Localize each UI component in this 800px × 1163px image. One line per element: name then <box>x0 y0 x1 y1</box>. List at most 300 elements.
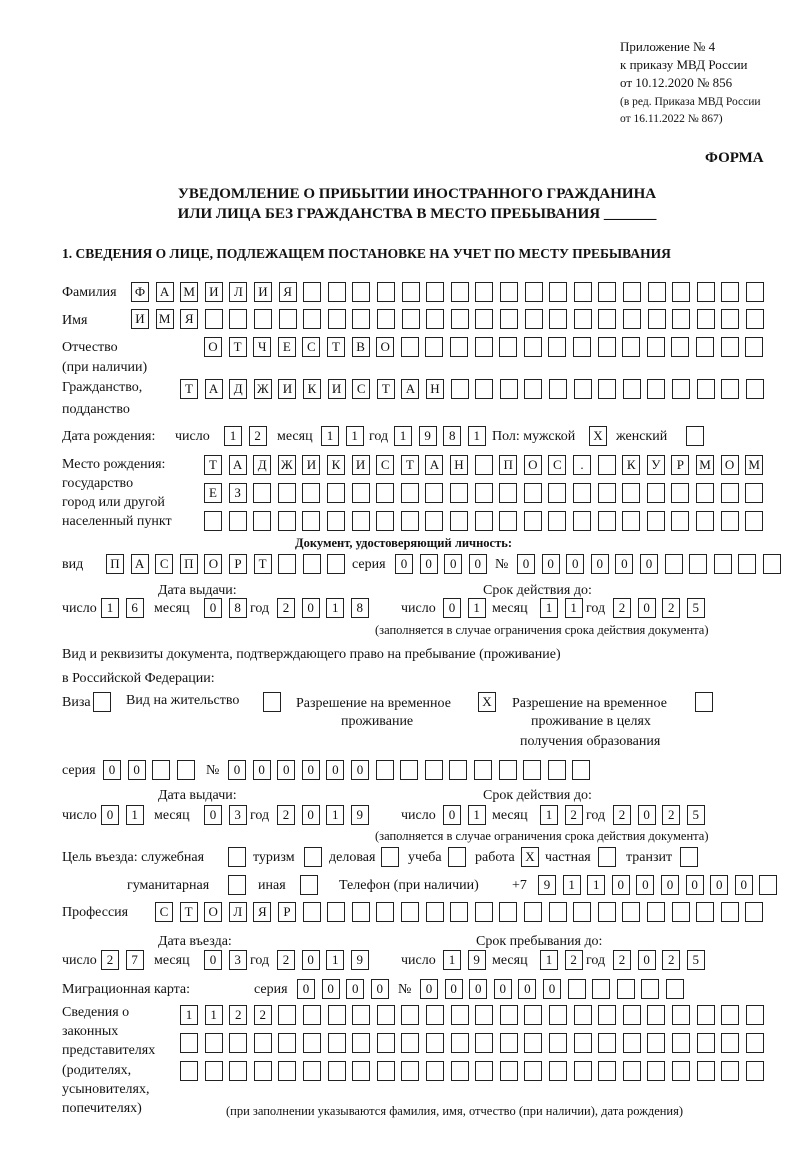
char-box[interactable]: 0 <box>253 760 271 780</box>
char-box[interactable]: 0 <box>445 979 463 999</box>
char-box[interactable]: 0 <box>735 875 753 895</box>
char-box[interactable] <box>278 1033 296 1053</box>
char-box[interactable] <box>328 1033 346 1053</box>
char-box[interactable]: 0 <box>638 598 656 618</box>
char-box[interactable]: И <box>302 455 320 475</box>
char-box[interactable] <box>400 760 418 780</box>
char-box[interactable] <box>525 309 543 329</box>
char-box[interactable]: 3 <box>229 950 247 970</box>
char-box[interactable] <box>451 1005 469 1025</box>
char-box[interactable] <box>450 337 468 357</box>
char-box[interactable]: 1 <box>468 598 486 618</box>
char-box[interactable]: . <box>573 455 591 475</box>
char-box[interactable] <box>721 511 739 531</box>
char-box[interactable]: 0 <box>444 554 462 574</box>
char-box[interactable] <box>598 1061 616 1081</box>
char-box[interactable] <box>721 483 739 503</box>
char-box[interactable]: 5 <box>687 950 705 970</box>
char-box[interactable]: 1 <box>563 875 581 895</box>
char-box[interactable]: И <box>131 309 149 329</box>
checkbox[interactable] <box>381 847 399 867</box>
char-box[interactable]: 2 <box>565 805 583 825</box>
char-box[interactable] <box>574 379 592 399</box>
char-box[interactable]: 0 <box>542 554 560 574</box>
char-box[interactable]: О <box>721 455 739 475</box>
char-box[interactable] <box>352 309 370 329</box>
char-box[interactable] <box>352 483 370 503</box>
char-box[interactable]: Р <box>278 902 296 922</box>
char-box[interactable]: Я <box>180 309 198 329</box>
char-box[interactable]: Д <box>253 455 271 475</box>
char-box[interactable] <box>647 511 665 531</box>
char-box[interactable] <box>177 760 195 780</box>
char-box[interactable] <box>500 309 518 329</box>
char-box[interactable]: П <box>180 554 198 574</box>
char-box[interactable]: 0 <box>566 554 584 574</box>
char-box[interactable] <box>524 379 542 399</box>
char-box[interactable] <box>451 1061 469 1081</box>
char-box[interactable]: 0 <box>517 554 535 574</box>
char-box[interactable]: 0 <box>469 554 487 574</box>
char-box[interactable] <box>425 483 443 503</box>
char-box[interactable] <box>598 455 616 475</box>
char-box[interactable]: З <box>229 483 247 503</box>
checkbox[interactable] <box>448 847 466 867</box>
char-box[interactable]: Я <box>279 282 297 302</box>
char-box[interactable] <box>746 1061 764 1081</box>
char-box[interactable] <box>672 902 690 922</box>
char-box[interactable] <box>598 282 616 302</box>
char-box[interactable] <box>377 282 395 302</box>
char-box[interactable]: В <box>352 337 370 357</box>
char-box[interactable] <box>402 309 420 329</box>
char-box[interactable]: Н <box>426 379 444 399</box>
char-box[interactable] <box>721 902 739 922</box>
char-box[interactable]: К <box>327 455 345 475</box>
char-box[interactable] <box>327 554 345 574</box>
char-box[interactable] <box>152 760 170 780</box>
char-box[interactable]: 0 <box>204 598 222 618</box>
char-box[interactable]: Т <box>401 455 419 475</box>
char-box[interactable] <box>574 1033 592 1053</box>
char-box[interactable]: Д <box>229 379 247 399</box>
char-box[interactable]: Ж <box>254 379 272 399</box>
char-box[interactable]: Ж <box>278 455 296 475</box>
char-box[interactable] <box>303 282 321 302</box>
char-box[interactable] <box>696 511 714 531</box>
char-box[interactable] <box>475 1033 493 1053</box>
char-box[interactable]: 1 <box>326 598 344 618</box>
char-box[interactable] <box>205 1033 223 1053</box>
char-box[interactable]: С <box>155 554 173 574</box>
char-box[interactable] <box>180 1033 198 1053</box>
char-box[interactable] <box>500 1005 518 1025</box>
char-box[interactable]: И <box>328 379 346 399</box>
char-box[interactable] <box>377 1005 395 1025</box>
char-box[interactable] <box>697 1061 715 1081</box>
char-box[interactable]: 1 <box>540 805 558 825</box>
char-box[interactable] <box>328 1061 346 1081</box>
char-box[interactable]: 0 <box>302 598 320 618</box>
char-box[interactable] <box>573 483 591 503</box>
char-box[interactable] <box>666 979 684 999</box>
char-box[interactable]: А <box>156 282 174 302</box>
char-box[interactable] <box>746 379 764 399</box>
char-box[interactable]: Т <box>229 337 247 357</box>
char-box[interactable]: А <box>401 379 419 399</box>
char-box[interactable] <box>450 483 468 503</box>
char-box[interactable] <box>377 1033 395 1053</box>
char-box[interactable] <box>352 1033 370 1053</box>
char-box[interactable] <box>475 379 493 399</box>
char-box[interactable]: 1 <box>587 875 605 895</box>
char-box[interactable]: М <box>745 455 763 475</box>
char-box[interactable]: 8 <box>443 426 461 446</box>
char-box[interactable]: 0 <box>322 979 340 999</box>
char-box[interactable] <box>745 902 763 922</box>
char-box[interactable] <box>254 309 272 329</box>
char-box[interactable]: 2 <box>277 805 295 825</box>
char-box[interactable] <box>672 379 690 399</box>
char-box[interactable] <box>671 511 689 531</box>
checkbox[interactable] <box>300 875 318 895</box>
char-box[interactable]: С <box>376 455 394 475</box>
char-box[interactable]: С <box>302 337 320 357</box>
char-box[interactable] <box>689 554 707 574</box>
char-box[interactable]: Т <box>254 554 272 574</box>
char-box[interactable] <box>524 1033 542 1053</box>
char-box[interactable]: 1 <box>468 426 486 446</box>
char-box[interactable] <box>475 455 493 475</box>
char-box[interactable]: У <box>647 455 665 475</box>
char-box[interactable] <box>623 1061 641 1081</box>
char-box[interactable]: 0 <box>638 950 656 970</box>
char-box[interactable] <box>617 979 635 999</box>
char-box[interactable]: 9 <box>351 805 369 825</box>
char-box[interactable] <box>549 1005 567 1025</box>
char-box[interactable] <box>451 282 469 302</box>
char-box[interactable]: 9 <box>351 950 369 970</box>
char-box[interactable]: 0 <box>420 979 438 999</box>
char-box[interactable]: М <box>180 282 198 302</box>
char-box[interactable]: 1 <box>443 950 461 970</box>
char-box[interactable]: 1 <box>101 598 119 618</box>
char-box[interactable]: 9 <box>419 426 437 446</box>
char-box[interactable]: 0 <box>371 979 389 999</box>
char-box[interactable]: 0 <box>686 875 704 895</box>
char-box[interactable]: 0 <box>277 760 295 780</box>
char-box[interactable]: 2 <box>229 1005 247 1025</box>
char-box[interactable] <box>425 337 443 357</box>
char-box[interactable] <box>574 1061 592 1081</box>
char-box[interactable]: 2 <box>277 598 295 618</box>
char-box[interactable]: 0 <box>612 875 630 895</box>
char-box[interactable] <box>549 1061 567 1081</box>
char-box[interactable] <box>328 282 346 302</box>
char-box[interactable] <box>523 760 541 780</box>
char-box[interactable] <box>548 760 566 780</box>
char-box[interactable] <box>352 1061 370 1081</box>
char-box[interactable]: С <box>548 455 566 475</box>
char-box[interactable]: 6 <box>126 598 144 618</box>
char-box[interactable] <box>474 760 492 780</box>
char-box[interactable] <box>549 282 567 302</box>
char-box[interactable] <box>376 511 394 531</box>
char-box[interactable]: 5 <box>687 805 705 825</box>
char-box[interactable] <box>745 511 763 531</box>
char-box[interactable] <box>524 483 542 503</box>
char-box[interactable] <box>573 511 591 531</box>
char-box[interactable]: 1 <box>321 426 339 446</box>
char-box[interactable]: Р <box>229 554 247 574</box>
char-box[interactable] <box>475 511 493 531</box>
char-box[interactable]: 0 <box>543 979 561 999</box>
char-box[interactable]: 1 <box>205 1005 223 1025</box>
char-box[interactable] <box>598 337 616 357</box>
char-box[interactable] <box>253 511 271 531</box>
char-box[interactable]: 0 <box>710 875 728 895</box>
char-box[interactable]: 9 <box>538 875 556 895</box>
char-box[interactable] <box>229 511 247 531</box>
char-box[interactable] <box>499 902 517 922</box>
char-box[interactable]: 2 <box>662 598 680 618</box>
char-box[interactable] <box>549 1033 567 1053</box>
char-box[interactable] <box>721 1033 739 1053</box>
char-box[interactable] <box>746 1033 764 1053</box>
char-box[interactable]: 0 <box>640 554 658 574</box>
char-box[interactable]: О <box>524 455 542 475</box>
char-box[interactable]: Н <box>450 455 468 475</box>
char-box[interactable] <box>548 337 566 357</box>
char-box[interactable]: Ф <box>131 282 149 302</box>
char-box[interactable]: 2 <box>101 950 119 970</box>
char-box[interactable] <box>426 309 444 329</box>
char-box[interactable] <box>672 309 690 329</box>
char-box[interactable] <box>425 511 443 531</box>
char-box[interactable] <box>641 979 659 999</box>
char-box[interactable] <box>328 309 346 329</box>
char-box[interactable] <box>672 282 690 302</box>
char-box[interactable]: А <box>425 455 443 475</box>
char-box[interactable] <box>254 1033 272 1053</box>
checkbox[interactable] <box>686 426 704 446</box>
char-box[interactable]: Л <box>229 902 247 922</box>
char-box[interactable] <box>449 760 467 780</box>
checkbox[interactable]: X <box>521 847 539 867</box>
char-box[interactable]: 1 <box>394 426 412 446</box>
char-box[interactable]: 5 <box>687 598 705 618</box>
char-box[interactable] <box>721 282 739 302</box>
char-box[interactable] <box>180 1061 198 1081</box>
char-box[interactable]: 2 <box>254 1005 272 1025</box>
char-box[interactable] <box>598 1033 616 1053</box>
char-box[interactable] <box>401 1061 419 1081</box>
char-box[interactable]: 0 <box>518 979 536 999</box>
char-box[interactable] <box>451 309 469 329</box>
char-box[interactable] <box>524 337 542 357</box>
char-box[interactable] <box>499 337 517 357</box>
char-box[interactable]: 0 <box>101 805 119 825</box>
char-box[interactable] <box>426 902 444 922</box>
checkbox[interactable] <box>304 847 322 867</box>
char-box[interactable]: 2 <box>565 950 583 970</box>
char-box[interactable] <box>623 282 641 302</box>
char-box[interactable] <box>622 483 640 503</box>
char-box[interactable] <box>229 1061 247 1081</box>
char-box[interactable]: 2 <box>277 950 295 970</box>
char-box[interactable]: 8 <box>229 598 247 618</box>
char-box[interactable]: Е <box>204 483 222 503</box>
char-box[interactable] <box>500 379 518 399</box>
char-box[interactable] <box>671 483 689 503</box>
char-box[interactable] <box>278 483 296 503</box>
char-box[interactable]: 0 <box>228 760 246 780</box>
char-box[interactable]: 2 <box>249 426 267 446</box>
char-box[interactable]: 1 <box>126 805 144 825</box>
char-box[interactable] <box>721 309 739 329</box>
char-box[interactable] <box>598 483 616 503</box>
char-box[interactable] <box>548 483 566 503</box>
char-box[interactable]: Я <box>253 902 271 922</box>
char-box[interactable] <box>205 1061 223 1081</box>
char-box[interactable] <box>302 511 320 531</box>
char-box[interactable]: А <box>205 379 223 399</box>
char-box[interactable] <box>697 309 715 329</box>
char-box[interactable] <box>721 337 739 357</box>
char-box[interactable]: 0 <box>204 950 222 970</box>
char-box[interactable] <box>499 760 517 780</box>
char-box[interactable] <box>377 1061 395 1081</box>
char-box[interactable] <box>525 282 543 302</box>
char-box[interactable] <box>352 511 370 531</box>
char-box[interactable] <box>647 1033 665 1053</box>
char-box[interactable] <box>229 309 247 329</box>
char-box[interactable] <box>425 760 443 780</box>
char-box[interactable] <box>278 1005 296 1025</box>
char-box[interactable]: 1 <box>468 805 486 825</box>
char-box[interactable]: О <box>204 902 222 922</box>
char-box[interactable] <box>499 511 517 531</box>
char-box[interactable] <box>574 282 592 302</box>
char-box[interactable] <box>475 1061 493 1081</box>
char-box[interactable]: 2 <box>613 950 631 970</box>
char-box[interactable] <box>524 1061 542 1081</box>
char-box[interactable]: А <box>229 455 247 475</box>
char-box[interactable] <box>759 875 777 895</box>
char-box[interactable] <box>352 282 370 302</box>
char-box[interactable] <box>376 760 394 780</box>
char-box[interactable] <box>697 1033 715 1053</box>
char-box[interactable] <box>401 1005 419 1025</box>
char-box[interactable]: О <box>204 554 222 574</box>
char-box[interactable]: 0 <box>351 760 369 780</box>
char-box[interactable] <box>671 337 689 357</box>
char-box[interactable]: 0 <box>443 598 461 618</box>
char-box[interactable] <box>745 483 763 503</box>
char-box[interactable]: К <box>622 455 640 475</box>
char-box[interactable] <box>426 282 444 302</box>
char-box[interactable]: И <box>205 282 223 302</box>
char-box[interactable]: 2 <box>613 598 631 618</box>
char-box[interactable] <box>746 282 764 302</box>
char-box[interactable] <box>665 554 683 574</box>
char-box[interactable] <box>598 379 616 399</box>
char-box[interactable] <box>327 902 345 922</box>
char-box[interactable] <box>500 1061 518 1081</box>
char-box[interactable]: 0 <box>346 979 364 999</box>
char-box[interactable] <box>721 1061 739 1081</box>
char-box[interactable] <box>302 483 320 503</box>
char-box[interactable] <box>402 282 420 302</box>
char-box[interactable] <box>475 282 493 302</box>
char-box[interactable] <box>451 379 469 399</box>
char-box[interactable] <box>401 337 419 357</box>
char-box[interactable] <box>746 1005 764 1025</box>
char-box[interactable]: 2 <box>662 950 680 970</box>
char-box[interactable] <box>278 511 296 531</box>
char-box[interactable]: Т <box>180 379 198 399</box>
char-box[interactable]: 0 <box>128 760 146 780</box>
char-box[interactable] <box>648 282 666 302</box>
char-box[interactable]: 0 <box>204 805 222 825</box>
char-box[interactable] <box>303 1005 321 1025</box>
char-box[interactable] <box>623 379 641 399</box>
char-box[interactable] <box>574 1005 592 1025</box>
char-box[interactable]: 0 <box>494 979 512 999</box>
char-box[interactable] <box>205 309 223 329</box>
char-box[interactable]: 1 <box>565 598 583 618</box>
char-box[interactable]: 1 <box>326 805 344 825</box>
char-box[interactable]: М <box>696 455 714 475</box>
char-box[interactable] <box>451 1033 469 1053</box>
char-box[interactable] <box>450 902 468 922</box>
checkbox[interactable] <box>680 847 698 867</box>
char-box[interactable] <box>763 554 781 574</box>
char-box[interactable]: 8 <box>351 598 369 618</box>
char-box[interactable] <box>647 1005 665 1025</box>
char-box[interactable] <box>303 1033 321 1053</box>
char-box[interactable] <box>598 1005 616 1025</box>
char-box[interactable]: 1 <box>224 426 242 446</box>
char-box[interactable]: 0 <box>591 554 609 574</box>
char-box[interactable] <box>672 1033 690 1053</box>
char-box[interactable]: 2 <box>662 805 680 825</box>
char-box[interactable] <box>622 902 640 922</box>
char-box[interactable]: Т <box>180 902 198 922</box>
char-box[interactable] <box>746 309 764 329</box>
char-box[interactable]: Т <box>327 337 345 357</box>
char-box[interactable] <box>697 282 715 302</box>
char-box[interactable]: 0 <box>636 875 654 895</box>
char-box[interactable]: 3 <box>229 805 247 825</box>
checkbox[interactable] <box>598 847 616 867</box>
char-box[interactable]: 0 <box>302 805 320 825</box>
char-box[interactable]: Т <box>204 455 222 475</box>
char-box[interactable] <box>738 554 756 574</box>
char-box[interactable] <box>352 902 370 922</box>
char-box[interactable]: П <box>499 455 517 475</box>
char-box[interactable] <box>278 1061 296 1081</box>
char-box[interactable] <box>592 979 610 999</box>
char-box[interactable] <box>401 902 419 922</box>
char-box[interactable] <box>572 760 590 780</box>
char-box[interactable] <box>648 309 666 329</box>
char-box[interactable] <box>672 1061 690 1081</box>
char-box[interactable]: 9 <box>468 950 486 970</box>
char-box[interactable] <box>622 337 640 357</box>
char-box[interactable] <box>279 309 297 329</box>
char-box[interactable] <box>401 511 419 531</box>
